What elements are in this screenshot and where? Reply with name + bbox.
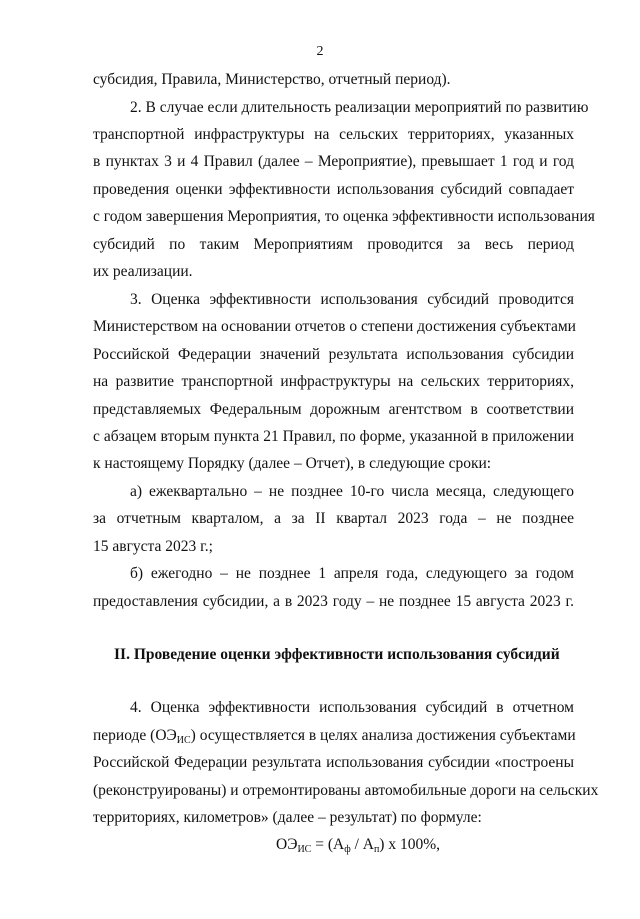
paragraph-line: в пунктах 3 и 4 Правил (далее – Мероприятие), превышает 1 год и год — [93, 153, 574, 170]
paragraph-line: субсидия, Правила, Министерство, отчетный период). — [93, 71, 451, 88]
formula: $ОЭ_{ИС} = (А_ф / А_п)$ x 100%, — [276, 836, 440, 855]
paragraph-line: Российской Федерации результата использования субсидии «построены — [93, 754, 574, 771]
paragraph-line: представляемых Федеральным дорожным агентством в соответствии — [93, 401, 574, 418]
paragraph-line: их реализации. — [93, 263, 193, 280]
paragraph-line: Российской Федерации значений результата использования субсидии — [93, 346, 574, 363]
paragraph-line: проведения оценки эффективности использования субсидий совпадает — [93, 181, 574, 198]
list-item-line: б) ежегодно – не позднее 1 апреля года, следующего за годом — [130, 565, 574, 582]
paragraph-line: 3. Оценка эффективности использования субсидий проводится — [130, 291, 574, 308]
list-item-line: а) ежеквартально – не позднее 10-го числа месяца, следующего — [130, 483, 574, 500]
list-item-line: 15 августа 2023 г.; — [93, 538, 213, 555]
page-number: 2 — [316, 44, 324, 59]
paragraph-line: субсидий по таким Мероприятиям проводится за весь период — [93, 236, 574, 253]
paragraph-fragment: ) осуществляется в целях анализа достижения субъектами — [190, 727, 576, 744]
paragraph-line: транспортной инфраструктуры на сельских территориях, указанных — [93, 126, 574, 143]
paragraph-line: с абзацем вторым пункта 21 Правил, по форме, указанной в приложении — [93, 428, 574, 445]
section-heading: II. Проведение оценки эффективности использования субсидий — [114, 646, 560, 663]
paragraph-line: территориях, километров» (далее – результат) по формуле: — [93, 809, 482, 826]
paragraph-line: 4. Оценка эффективности использования субсидий в отчетном — [130, 699, 574, 716]
list-item-line: предоставления субсидии, а в 2023 году – не позднее 15 августа 2023 г. — [93, 593, 574, 610]
paragraph-line: 2. В случае если длительность реализации мероприятий по развитию — [130, 99, 589, 116]
paragraph-line: Министерством на основании отчетов о степени достижения субъектами — [93, 318, 576, 335]
paragraph-line — [93, 726, 574, 746]
paragraph-fragment: периоде ($ОЭ_{ИС}$ — [93, 727, 191, 746]
paragraph-line: (реконструированы) и отремонтированы автомобильные дороги на сельских — [93, 782, 599, 799]
paragraph-line: к настоящему Порядку (далее – Отчет), в следующие сроки: — [93, 455, 492, 472]
paragraph-line: с годом завершения Мероприятия, то оценка эффективности использования — [93, 208, 595, 225]
paragraph-line: на развитие транспортной инфраструктуры на сельских территориях, — [93, 373, 574, 390]
list-item-line: за отчетным кварталом, а за II квартал 2023 года – не позднее — [93, 510, 574, 527]
